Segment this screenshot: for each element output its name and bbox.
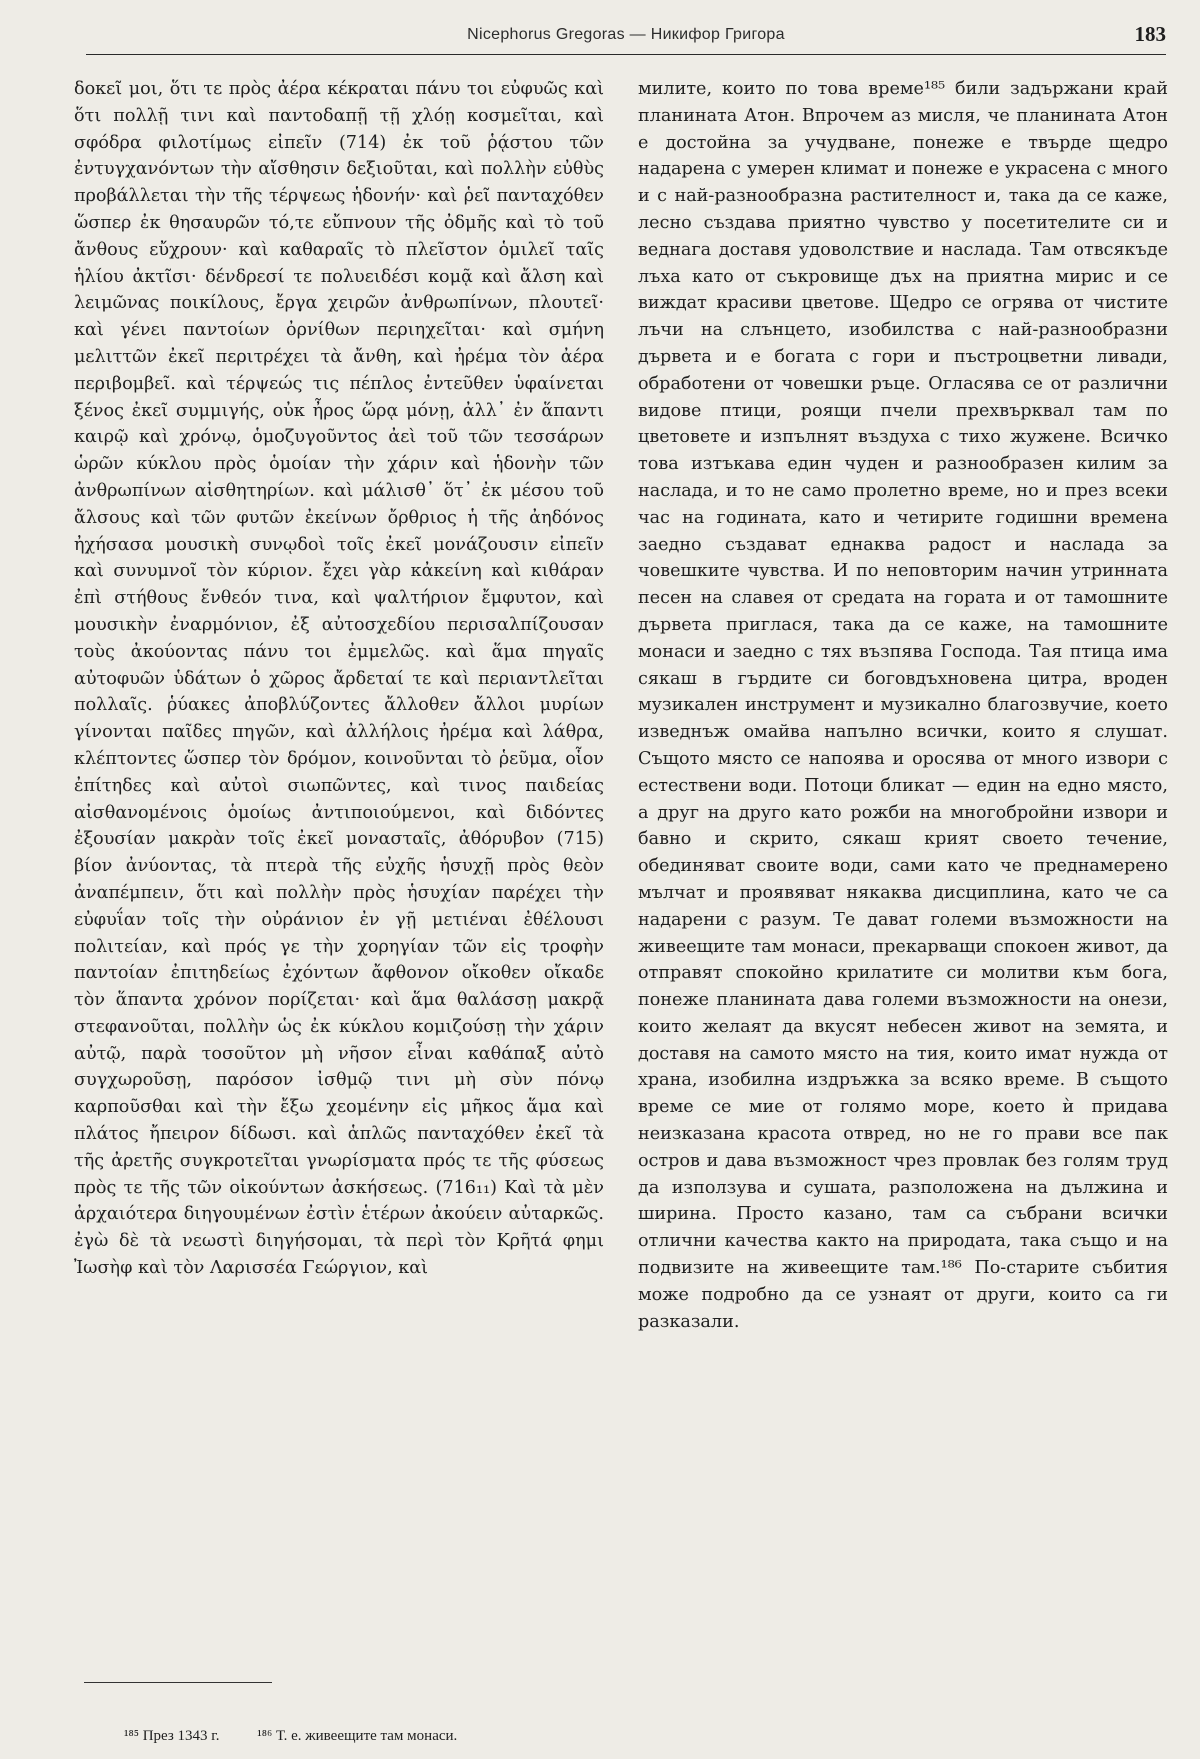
footnote-186: ¹⁸⁶ Т. е. живеещите там монаси. [257, 1728, 458, 1744]
footnote-185: ¹⁸⁵ През 1343 г. [124, 1728, 220, 1744]
greek-paragraph: δοκεῖ μοι, ὅτι τε πρὸς ἀέρα κέκραται πάνυ τοι εὐφυῶς καὶ ὅτι πολλῇ τινι καὶ παντοδαπῇ τῇ χλόῃ κοσμεῖται, καὶ σφόδρα φιλοτίμως εἰπεῖν (714) ἐκ τοῦ ῥᾴστου τῶν ἐντυγχανόντων τὴν αἴσθησιν δεξιοῦται, καὶ πολλὴν εὐθὺς προβάλλεται τὴν τῆς τέρψεως ἡδονήν· καὶ ῥεῖ πανταχόθεν ὥσπερ ἐκ θησαυρῶν τό,τε εὔπνουν τῆς ὀδμῆς καὶ τὸ τοῦ ἄνθους εὔχρουν· καὶ καθαραῖς τὸ πλεῖστον ὁμιλεῖ ταῖς ἡλίου ἀκτῖσι· δένδρεσί τε πολυειδέσι κομᾷ καὶ ἄλση καὶ λειμῶνας ποικίλους, ἔργα χειρῶν ἀνθρωπίνων, πλουτεῖ· καὶ γένει παντοίων ὀρνίθων περιηχεῖται· καὶ σμήνη μελιττῶν ἐκεῖ περιτρέχει τὰ ἄνθη, καὶ ἠρέμα τὸν ἀέρα περιβομβεῖ. καὶ τέρψεώς τις πέπλος ἐντεῦθεν ὑφαίνεται ξένος ἐκεῖ συμμιγής, οὐκ ἦρος ὥρᾳ μόνῃ, ἀλλ᾽ ἐν ἅπαντι καιρῷ καὶ χρόνῳ, ὁμοζυγοῦντος ἀεὶ τοῦ τῶν τεσσάρων ὡρῶν κύκλου πρὸς ὁμοίαν τὴν χάριν καὶ ἡδονὴν τῶν ἀνθρωπίνων αἰσθητηρίων. καὶ μάλισθ᾽ ὅτ᾽ ἐκ μέσου τοῦ ἄλσους καὶ τῶν φυτῶν ἐκείνων ὄρθριος ἡ τῆς ἀηδόνος ἠχήσασα μουσικὴ συνῳδοὶ τοῖς ἐκεῖ μονάζουσιν εἰπεῖν καὶ συνυμνοῖ τὸν κύριον. ἔχει γὰρ κἀκείνη καὶ κιθάραν ἐπὶ στήθους ἔνθεόν τινα, καὶ ψαλτήριον ἔμφυτον, καὶ μουσικὴν ἐναρμόνιον, ἐξ αὐτοσχεδίου περισαλπίζουσαν τοὺς ἀκούοντας πάνυ τοι ἐμμελῶς. καὶ ἅμα πηγαῖς αὐτοφυῶν ὑδάτων ὁ χῶρος ἄρδεταί τε καὶ περιαντλεῖται πολλαῖς. ῥύακες ἀποβλύζοντες ἄλλοθεν ἄλλοι μυρίων γίνονται παῖδες πηγῶν, καὶ ἀλλήλοις ἠρέμα καὶ λάθρα, κλέπτοντες ὥσπερ τὸν δρόμον, κοινοῦνται τὸ ῥεῦμα, οἷον ἐπίτηδες καὶ αὐτοὶ σιωπῶντες, καὶ τινος παιδείας αἰσθανομένοις ὁμοίως ἀντιποιούμενοι, καὶ διδόντες ἐξουσίαν μακρὰν τοῖς ἐκεῖ μονασταῖς, ἀθόρυβον (715) βίον ἀνύοντας, τὰ πτερὰ τῆς εὐχῆς ἡσυχῇ πρὸς θεὸν ἀναπέμπειν, ὅτι καὶ πολλὴν πρὸς ἡσυχίαν παρέχει τὴν εὐφυΐαν τοῖς τὴν οὐράνιον ἐν γῇ μετιέναι ἐθέλουσι πολιτείαν, καὶ πρός γε τὴν χορηγίαν τῶν εἰς τροφὴν παντοίαν ἐπιτηδείως ἐχόντων ἄφθονον οἴκοθεν οἴκαδε τὸν ἅπαντα χρόνον πορίζεται· καὶ ἅμα θαλάσσῃ μακρᾷ στεφανοῦται, πολλὴν ὡς ἐκ κύκλου κομιζούσῃ τὴν χάριν αὐτῷ, παρὰ τοσοῦτον μὴ νῆσον εἶναι καθάπαξ αὐτὸ συγχωροῦσῃ, παρόσον ἰσθμῷ τινι μὴ σὺν πόνῳ καρποῦσθαι καὶ τὴν ἔξω χεομένην εἰς μῆκος ἅμα καὶ πλάτος ἤπειρον δίδωσι. καὶ ἁπλῶς πανταχόθεν ἐκεῖ τὰ τῆς ἀρετῆς συγκροτεῖται γνωρίσματα πρός τε τῆς φύσεως πρὸς τε τῆς τῶν οἰκούντων ἀσκήσεως. (716₁₁) Καὶ τὰ μὲν ἀρχαιότερα διηγουμένων ἐστὶν ἑτέρων ἀκούειν αὐταρκῶς. ἐγὼ δὲ τὰ νεωστὶ διηγήσομαι, τὰ περὶ τὸν Κρῆτά φημι Ἰωσὴφ καὶ τὸν Λαρισσέα Γεώργιον, καὶ [74, 79, 604, 1279]
bulgarian-translation-column [638, 76, 1168, 1556]
footnotes [124, 1728, 491, 1745]
greek-text-column [74, 76, 604, 1556]
page-number: 183 [1134, 22, 1166, 46]
footnote-divider [84, 1682, 272, 1683]
bulgarian-paragraph: милите, които по това време¹⁸⁵ били задържани край планината Атон. Впрочем аз мисля, че планината Атон е достойна за учудване, понеже е твърде щедро надарена с умерен климат и понеже е украсена с много и с най-разнообразна растителност и, така да се каже, лесно създава приятно чувство у посетителите си и веднага доставя удоволствие и наслада. Там отвсякъде лъха като от съкровище дъх на приятна мирис и се виждат красиви цветове. Щедро се огрява от чистите лъчи на слънцето, изобилства с най-разнообразни дървета и е богата с гори и пъстроцветни ливади, обработени от човешки ръце. Огласява се от различни видове птици, роящи пчели прехвърквал там по цветовете и изпълнят въздуха с тихо жужене. Всичко това изтъкава един чуден и разнообразен килим за наслада, и то не само пролетно време, но и през всеки час на годината, като и четирите годишни времена заедно създават еднаква радост и наслада за човешките чувства. И по неповторим начин утринната песен на славея от средата на гората и от тамошните дървета приглася, така да се каже, на тамошните монаси и заедно с тях възпява Господа. Тая птица има сякаш в гърдите си боговдъхновена цитра, вроден музикален инструмент и музикално благозвучие, което изведнъж омайва напълно всички, които я слушат. Същото място се напоява и оросява от много извори с естествени води. Потоци бликат — един на едно място, а друг на друго като рожби на многобройни извори и бавно и скрито, сякаш крият своето течение, обединяват своите води, сами като че преднамерено мълчат и проявяват някаква дисциплина, като че са надарени с разум. Те дават големи възможности на живеещите там монаси, прекарващи спокоен живот, да отправят спокойно крилатите си молитви към бога, понеже планината дава големи възможности на онези, които желаят да вкусят небесен живот на земята, и доставя на самото място на тия, които имат нужда от храна, изобилна издръжка за всяко време. В същото време се мие от голямо море, което ѝ придава неизказана красота отвред, но не го прави все пак остров и дава възможност чрез провлак без голям труд да използува и сушата, разположена на дължина и ширина. Просто казано, там са събрани всички отлични качества както на природата, така също и на подвизите на живеещите там.¹⁸⁶ По-старите събития може подробно да се узнаят от други, които са ги разказали. [638, 79, 1168, 1332]
running-title: Nicephorus Gregoras — Никифор Григора [467, 26, 785, 43]
running-head [86, 22, 1166, 55]
